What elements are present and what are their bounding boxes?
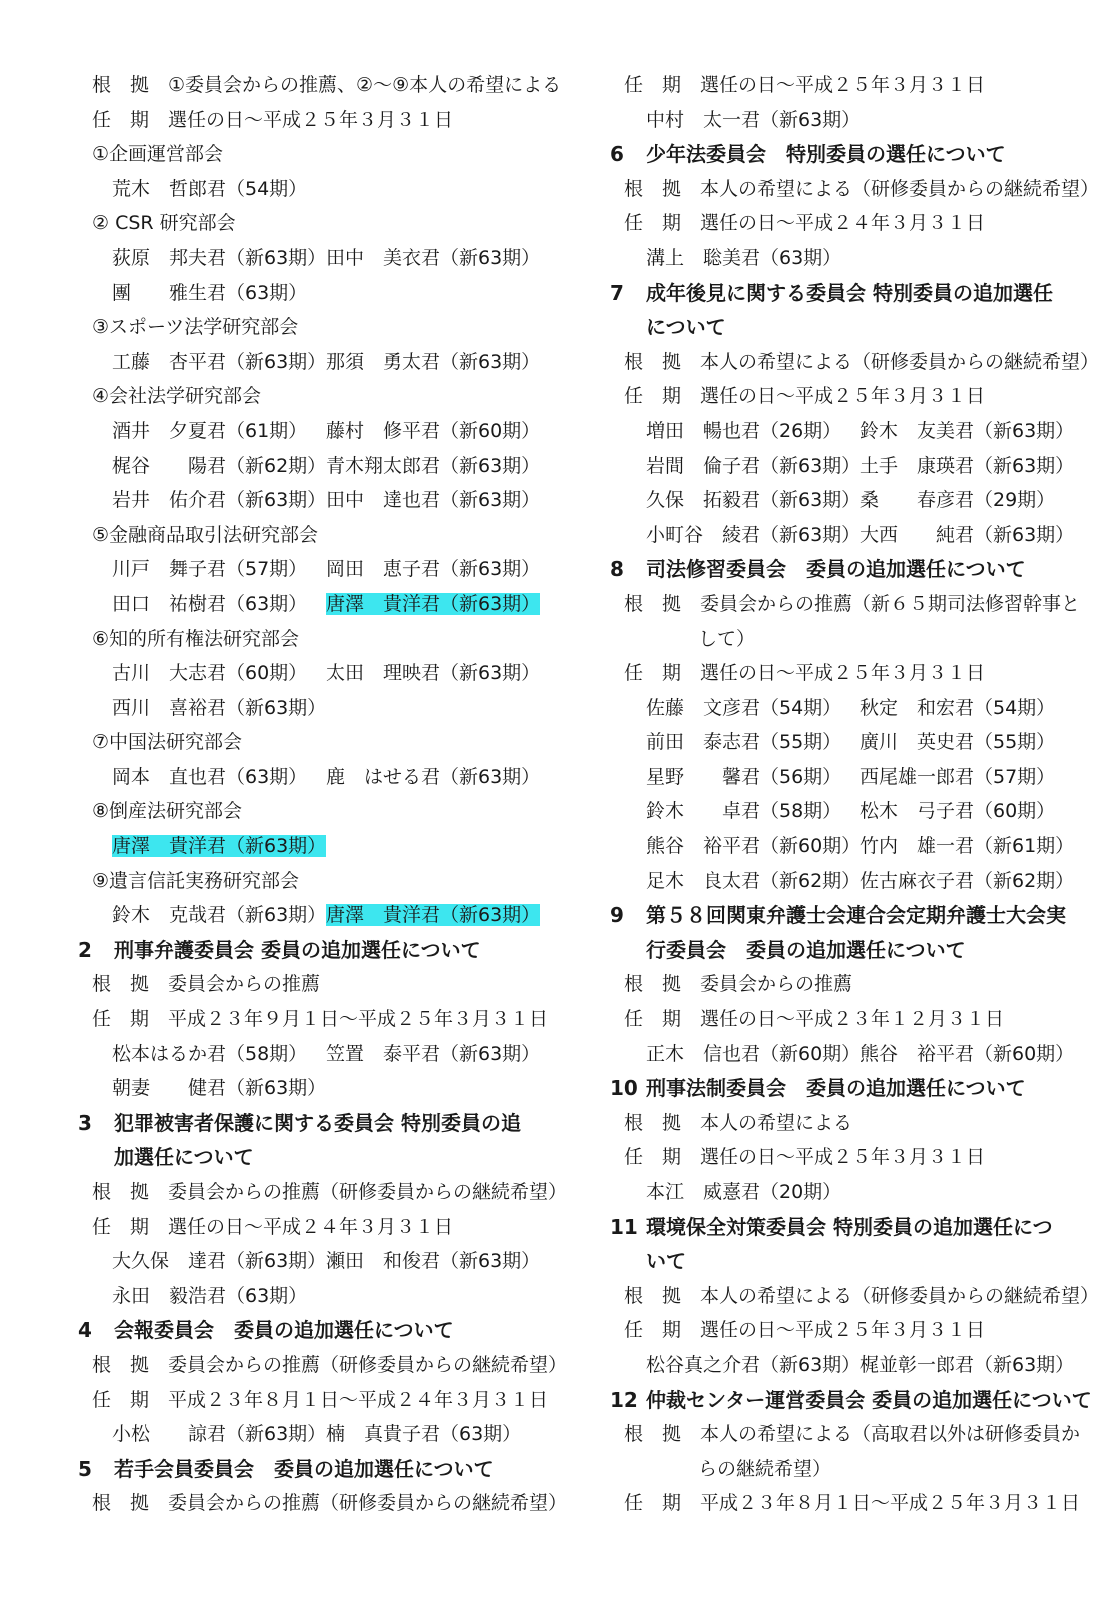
basis-line: 根 拠 ①委員会からの推薦、②～⑨本人の希望による [92, 74, 562, 96]
subcommittee-title: ⑧倒産法研究部会 [92, 800, 243, 823]
term-line: 任 期 選任の日～平成２４年３月３１日 [624, 212, 986, 235]
member: 前田 泰志君（55期） [646, 731, 842, 754]
member: 梶並彰一郎君（新63期） [860, 1353, 1074, 1376]
member: 瀬田 和俊君（新63期） [326, 1250, 540, 1273]
basis-line: 根 拠 委員会からの推薦（研修委員からの継続希望） [92, 1181, 568, 1203]
member: 増田 暢也君（26期） [646, 419, 842, 442]
subcommittee-title: ⑥知的所有権法研究部会 [92, 627, 300, 650]
section-heading-12: 12 仲裁センター運営委員会 委員の追加選任について [610, 1387, 1092, 1412]
member: 佐藤 文彦君（54期） [646, 696, 842, 719]
member: 足木 良太君（新62期） [646, 869, 860, 892]
term-line: 任 期 選任の日～平成２５年３月３１日 [624, 385, 986, 408]
member: 大久保 達君（新63期） [112, 1250, 326, 1273]
member: 本江 威憙君（20期） [646, 1181, 842, 1203]
member: 小町谷 綾君（新63期） [646, 523, 860, 546]
term-line: 任 期 選任の日～平成２４年３月３１日 [92, 1215, 454, 1238]
term-line: 任 期 選任の日～平成２５年３月３１日 [92, 108, 454, 131]
basis-line: 根 拠 本人の希望による [624, 1111, 853, 1134]
section-heading-continued: について [646, 315, 726, 340]
subcommittee-title: ④会社法学研究部会 [92, 385, 262, 408]
subcommittee-title: ⑨遺言信託実務研究部会 [92, 869, 300, 892]
section-heading-8: 8 司法修習委員会 委員の追加選任について [610, 557, 1026, 582]
right-column [610, 68, 1100, 1521]
member: 田中 達也君（新63期） [326, 489, 540, 512]
section-heading-10: 10 刑事法制委員会 委員の追加選任について [610, 1076, 1026, 1101]
highlighted-member: 唐澤 貴洋君（新63期） [326, 593, 540, 615]
member: 岩井 佑介君（新63期） [112, 489, 326, 512]
section-heading-3: 3 犯罪被害者保護に関する委員会 特別委員の追 [78, 1110, 521, 1135]
section-heading-continued: 加選任について [114, 1145, 254, 1170]
member: 團 雅生君（63期） [112, 281, 308, 304]
member: 鈴木 卓君（58期） [646, 800, 842, 823]
section-heading-7: 7 成年後見に関する委員会 特別委員の追加選任 [610, 280, 1053, 305]
subcommittee-title: ①企画運営部会 [92, 143, 224, 166]
member: 竹内 雄一君（新61期） [860, 835, 1074, 858]
member: 田口 祐樹君（63期） [112, 592, 308, 615]
member: 那須 勇太君（新63期） [326, 350, 540, 373]
member: 松谷真之介君（新63期） [646, 1353, 860, 1376]
term-line: 任 期 選任の日～平成２５年３月３１日 [624, 662, 986, 685]
term-line: 任 期 平成２３年８月１日～平成２５年３月３１日 [624, 1492, 1081, 1515]
basis-line: 根 拠 委員会からの推薦 [624, 973, 853, 996]
basis-line: 根 拠 本人の希望による（研修委員からの継続希望） [624, 1284, 1100, 1307]
term-line: 任 期 選任の日～平成２５年３月３１日 [624, 1146, 986, 1169]
member: 藤村 修平君（新60期） [326, 419, 540, 442]
term-line: 任 期 選任の日～平成２３年１２月３１日 [624, 1008, 1005, 1031]
member: 秋定 和宏君（54期） [860, 696, 1056, 719]
member: 太田 理映君（新63期） [326, 662, 540, 685]
member: 久保 拓毅君（新63期） [646, 489, 860, 512]
member: 川戸 舞子君（57期） [112, 558, 308, 581]
basis-line: 根 拠 委員会からの推薦（研修委員からの継続希望） [92, 1492, 568, 1515]
basis-line: 根 拠 委員会からの推薦（研修委員からの継続希望） [92, 1353, 568, 1376]
member: 古川 大志君（60期） [112, 662, 308, 685]
member: 熊谷 裕平君（新60期） [860, 1042, 1074, 1065]
member: 青木翔太郎君（新63期） [326, 454, 540, 477]
member: 松木 弓子君（60期） [860, 800, 1056, 823]
member: 岡田 恵子君（新63期） [326, 558, 540, 581]
term-line: 任 期 平成２３年８月１日～平成２４年３月３１日 [92, 1388, 549, 1411]
member: 鈴木 克哉君（新63期） [112, 904, 326, 927]
member: 鹿 はせる君（新63期） [326, 765, 540, 788]
basis-line: 根 拠 本人の希望による（高取君以外は研修委員か [624, 1423, 1081, 1446]
member: 西川 喜裕君（新63期） [112, 696, 326, 719]
member: 鈴木 友美君（新63期） [860, 419, 1074, 442]
section-heading-6: 6 少年法委員会 特別委員の選任について [610, 142, 1006, 167]
member: 酒井 夕夏君（61期） [112, 419, 308, 442]
member: 西尾雄一郎君（57期） [860, 765, 1056, 788]
basis-line: 根 拠 委員会からの推薦 [92, 973, 321, 996]
member: 永田 毅浩君（63期） [112, 1284, 308, 1307]
term-line: 任 期 選任の日～平成２５年３月３１日 [624, 1319, 986, 1342]
subcommittee-title: ⑦中国法研究部会 [92, 731, 243, 754]
section-heading-4: 4 会報委員会 委員の追加選任について [78, 1318, 454, 1343]
member: 岡本 直也君（63期） [112, 765, 308, 788]
member: 土手 康瑛君（新63期） [860, 454, 1074, 477]
basis-line-continued: らの継続希望） [698, 1457, 832, 1480]
member: 佐古麻衣子君（新62期） [860, 869, 1074, 892]
member: 笠置 泰平君（新63期） [326, 1042, 540, 1065]
subcommittee-title: ③スポーツ法学研究部会 [92, 316, 299, 339]
section-heading-continued: いて [646, 1249, 686, 1274]
member: 梶谷 陽君（新62期） [112, 454, 326, 477]
basis-line: 根 拠 本人の希望による（研修委員からの継続希望） [624, 177, 1100, 200]
highlighted-member: 唐澤 貴洋君（新63期） [112, 835, 326, 857]
member: 工藤 杏平君（新63期） [112, 350, 326, 373]
member: 朝妻 健君（新63期） [112, 1077, 326, 1100]
section-heading-9: 9 第５８回関東弁護士会連合会定期弁護士大会実 [610, 903, 1066, 928]
member: 桑 春彦君（29期） [860, 489, 1056, 512]
member: 小松 諒君（新63期） [112, 1423, 326, 1446]
basis-line: 根 拠 委員会からの推薦（新６５期司法修習幹事と [624, 592, 1081, 615]
member: 岩間 倫子君（新63期） [646, 454, 860, 477]
member: 熊谷 裕平君（新60期） [646, 835, 860, 858]
member: 正木 信也君（新60期） [646, 1042, 860, 1065]
member: 楠 真貴子君（63期） [326, 1423, 522, 1446]
member: 星野 馨君（56期） [646, 765, 842, 788]
member: 廣川 英史君（55期） [860, 731, 1056, 754]
subcommittee-title: ② CSR 研究部会 [92, 212, 236, 235]
member: 田中 美衣君（新63期） [326, 246, 540, 269]
term-line: 任 期 平成２３年９月１日～平成２５年３月３１日 [92, 1008, 549, 1031]
member: 荻原 邦夫君（新63期） [112, 246, 326, 269]
term-line: 任 期 選任の日～平成２５年３月３１日 [624, 74, 986, 96]
section-heading-2: 2 刑事弁護委員会 委員の追加選任について [78, 937, 481, 962]
member: 溝上 聡美君（63期） [646, 246, 842, 269]
member: 大西 純君（新63期） [860, 523, 1074, 546]
member: 荒木 哲郎君（54期） [112, 177, 308, 200]
highlighted-member: 唐澤 貴洋君（新63期） [326, 904, 540, 926]
section-heading-continued: 行委員会 委員の追加選任について [646, 937, 966, 962]
section-heading-11: 11 環境保全対策委員会 特別委員の追加選任につ [610, 1214, 1053, 1239]
left-column [78, 68, 568, 1521]
section-heading-5: 5 若手会員委員会 委員の追加選任について [78, 1456, 494, 1481]
member: 松本はるか君（58期） [112, 1042, 308, 1065]
basis-line-continued: して） [698, 627, 756, 650]
subcommittee-title: ⑤金融商品取引法研究部会 [92, 523, 319, 546]
member: 中村 太一君（新63期） [646, 108, 860, 131]
basis-line: 根 拠 本人の希望による（研修委員からの継続希望） [624, 350, 1100, 373]
